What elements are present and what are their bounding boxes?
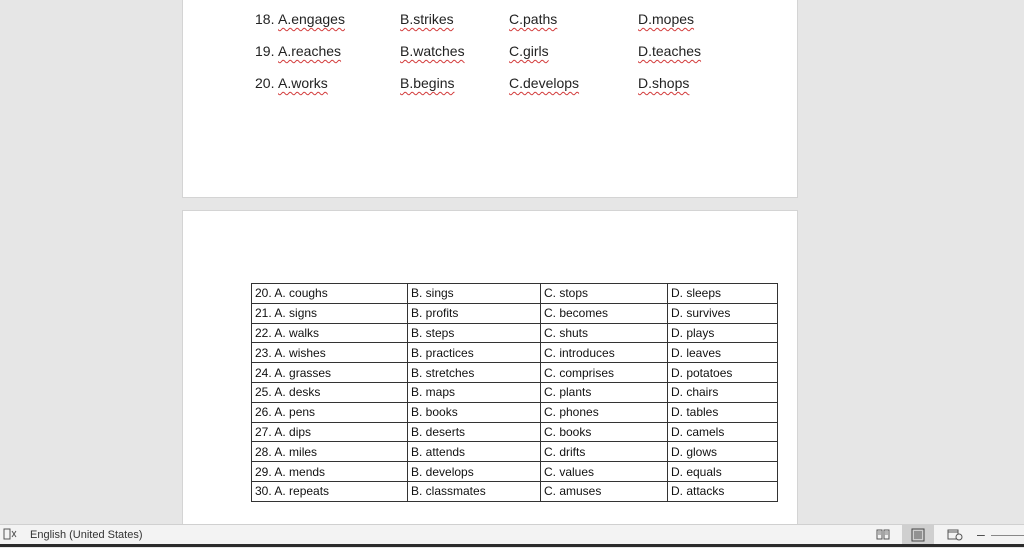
table-cell[interactable]: C. books — [541, 422, 668, 442]
table-cell[interactable]: B. stretches — [408, 363, 541, 383]
table-row — [252, 462, 778, 482]
table-cell[interactable]: B. books — [408, 402, 541, 422]
option-a[interactable]: A.engages — [278, 11, 345, 27]
table-cell[interactable]: D. attacks — [668, 481, 778, 501]
table-cell[interactable]: 26. A. pens — [252, 402, 408, 422]
table-cell[interactable]: 27. A. dips — [252, 422, 408, 442]
print-layout-icon[interactable] — [902, 525, 934, 545]
option-b[interactable]: B.watches — [400, 43, 465, 59]
answer-table — [251, 283, 778, 502]
table-cell[interactable]: D. glows — [668, 442, 778, 462]
table-cell[interactable]: 24. A. grasses — [252, 363, 408, 383]
table-row — [252, 382, 778, 402]
zoom-out-icon[interactable]: – — [977, 526, 985, 542]
question-number: 20. — [255, 75, 275, 91]
table-cell[interactable]: 30. A. repeats — [252, 481, 408, 501]
option-b[interactable]: B.begins — [400, 75, 455, 91]
option-d[interactable]: D.teaches — [638, 43, 702, 59]
status-bar — [0, 524, 1024, 545]
option-b[interactable]: B.strikes — [400, 11, 454, 27]
option-c[interactable]: C.develops — [509, 75, 580, 91]
option-d[interactable]: D.mopes — [638, 11, 695, 27]
table-cell[interactable]: 23. A. wishes — [252, 343, 408, 363]
read-mode-icon[interactable] — [876, 528, 890, 541]
table-cell[interactable]: B. steps — [408, 323, 541, 343]
table-row — [252, 442, 778, 462]
table-cell[interactable]: D. leaves — [668, 343, 778, 363]
table-cell[interactable]: B. sings — [408, 284, 541, 304]
table-cell[interactable]: C. amuses — [541, 481, 668, 501]
option-c[interactable]: C.girls — [509, 43, 549, 59]
question-number: 19. — [255, 43, 275, 59]
table-cell[interactable]: B. attends — [408, 442, 541, 462]
table-cell[interactable]: D. equals — [668, 462, 778, 482]
table-cell[interactable]: D. camels — [668, 422, 778, 442]
table-row — [252, 363, 778, 383]
table-row — [252, 402, 778, 422]
table-cell[interactable]: C. stops — [541, 284, 668, 304]
table-row — [252, 303, 778, 323]
table-cell[interactable]: D. chairs — [668, 382, 778, 402]
option-c[interactable]: C.paths — [509, 11, 558, 27]
table-cell[interactable]: 29. A. mends — [252, 462, 408, 482]
table-cell[interactable]: 25. A. desks — [252, 382, 408, 402]
table-cell[interactable]: C. becomes — [541, 303, 668, 323]
zoom-slider[interactable] — [991, 535, 1024, 536]
table-cell[interactable]: 21. A. signs — [252, 303, 408, 323]
table-cell[interactable]: C. values — [541, 462, 668, 482]
table-row — [252, 422, 778, 442]
table-cell[interactable]: B. deserts — [408, 422, 541, 442]
table-row — [252, 481, 778, 501]
option-a[interactable]: A.reaches — [278, 43, 342, 59]
option-a[interactable]: A.works — [278, 75, 328, 91]
web-layout-icon[interactable] — [947, 528, 961, 541]
table-row — [252, 323, 778, 343]
table-cell[interactable]: C. drifts — [541, 442, 668, 462]
table-cell[interactable]: C. shuts — [541, 323, 668, 343]
table-cell[interactable]: D. tables — [668, 402, 778, 422]
table-cell[interactable]: B. classmates — [408, 481, 541, 501]
document-page-1 — [182, 0, 798, 198]
table-cell[interactable]: D. potatoes — [668, 363, 778, 383]
table-cell[interactable]: D. plays — [668, 323, 778, 343]
table-cell[interactable]: B. maps — [408, 382, 541, 402]
table-cell[interactable]: B. profits — [408, 303, 541, 323]
option-d[interactable]: D.shops — [638, 75, 690, 91]
table-cell[interactable]: C. comprises — [541, 363, 668, 383]
table-cell[interactable]: D. sleeps — [668, 284, 778, 304]
table-cell[interactable]: B. practices — [408, 343, 541, 363]
table-row — [252, 343, 778, 363]
table-cell[interactable]: 22. A. walks — [252, 323, 408, 343]
table-cell[interactable]: 28. A. miles — [252, 442, 408, 462]
table-cell[interactable]: B. develops — [408, 462, 541, 482]
table-cell[interactable]: C. plants — [541, 382, 668, 402]
table-cell[interactable]: C. phones — [541, 402, 668, 422]
document-page-2 — [182, 210, 798, 528]
question-number: 18. — [255, 11, 275, 27]
language-indicator[interactable]: English (United States) — [30, 529, 143, 541]
table-row — [252, 284, 778, 304]
table-cell[interactable]: 20. A. coughs — [252, 284, 408, 304]
table-cell[interactable]: C. introduces — [541, 343, 668, 363]
proofing-icon[interactable] — [3, 528, 17, 541]
table-cell[interactable]: D. survives — [668, 303, 778, 323]
